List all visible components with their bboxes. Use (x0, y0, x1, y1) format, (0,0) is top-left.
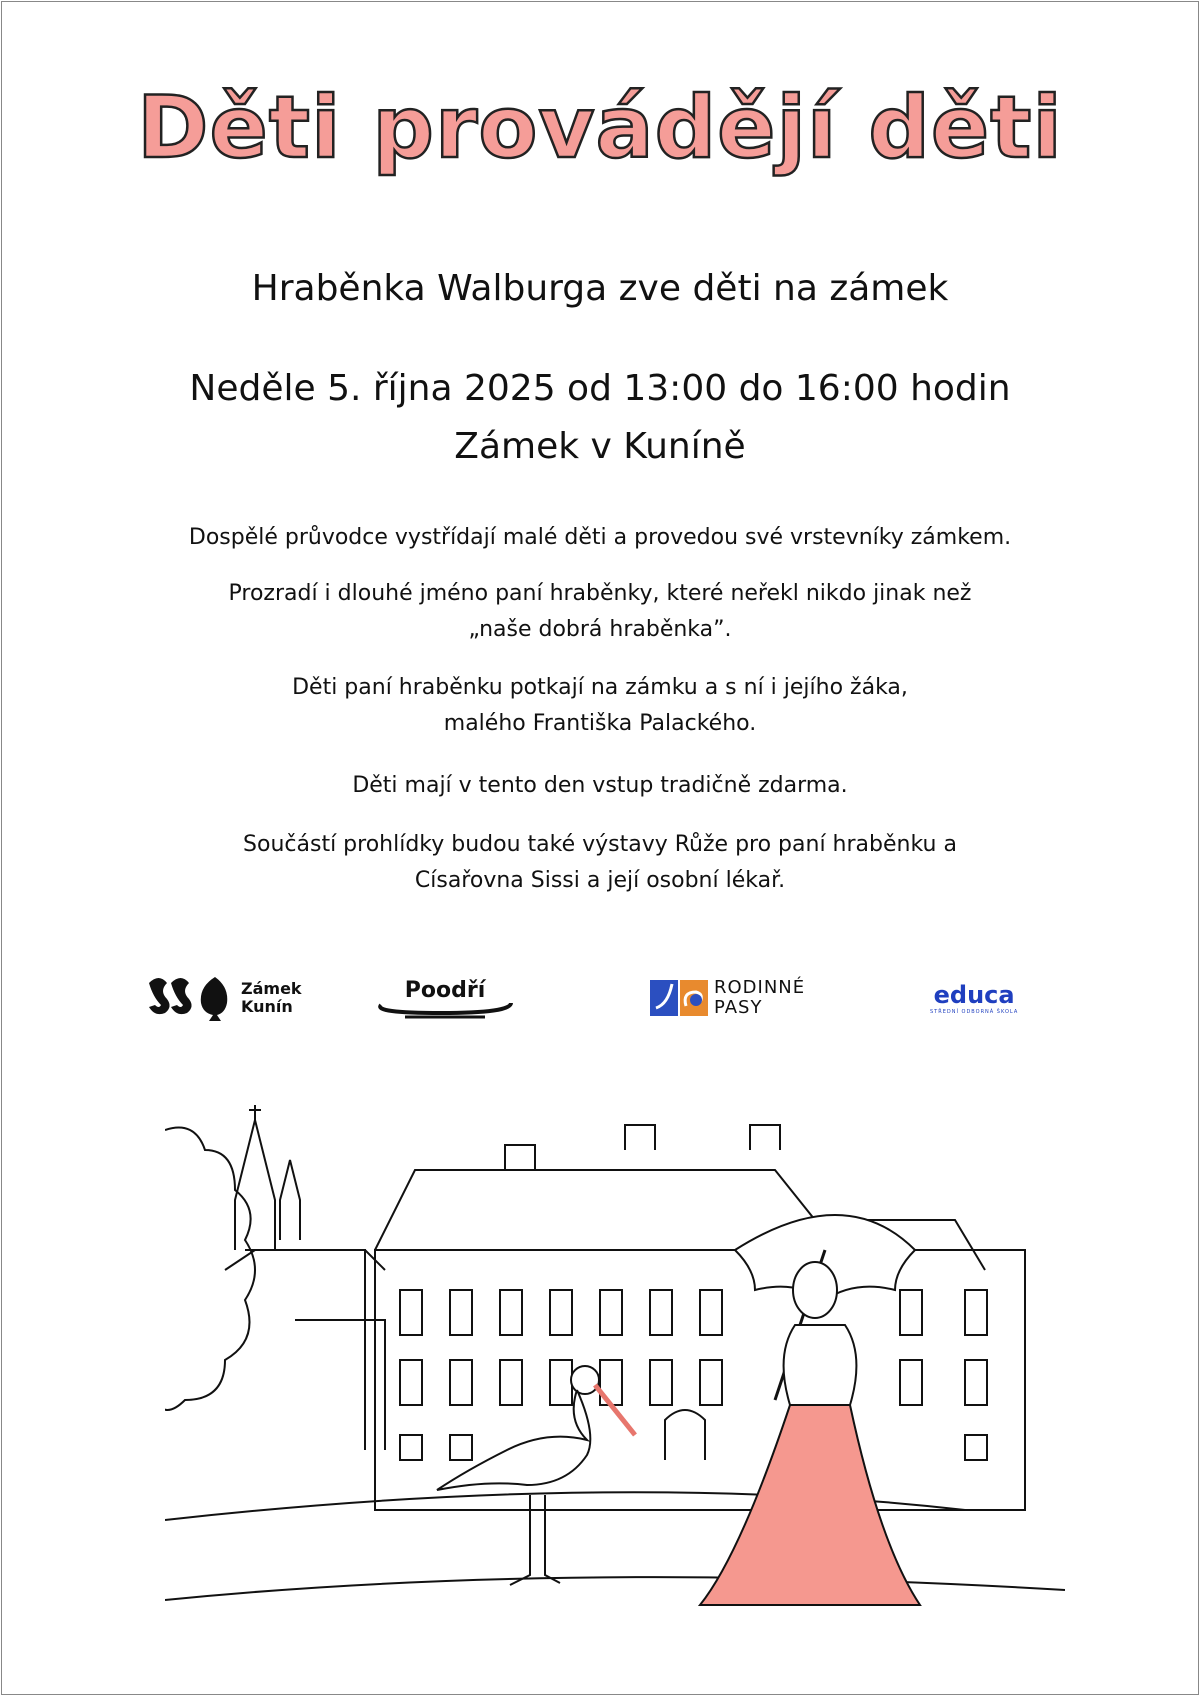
logo-text: Kunín (241, 997, 293, 1016)
logo-educa (930, 968, 1018, 1028)
logo-zamek-kunin (145, 968, 302, 1028)
paragraph-1 (0, 520, 1200, 556)
countess-figure-icon (700, 1215, 920, 1605)
stork-icon (437, 1366, 635, 1585)
paragraph-line: „naše dobrá hraběnka”. (468, 617, 732, 642)
paragraph-line: Součástí prohlídky budou také výstavy Růže pro paní hraběnku a (243, 832, 957, 857)
logo-poodri (375, 968, 515, 1028)
logo-rodinne-pasy (650, 968, 805, 1028)
paragraph-4 (0, 768, 1200, 804)
paragraph-line: Děti paní hraběnku potkají na zámku a s ní i jejího žáka, (292, 675, 908, 700)
paragraph-line: malého Františka Palackého. (443, 711, 757, 736)
paragraph-3 (0, 670, 1200, 742)
logo-text: Poodří (404, 977, 486, 1003)
logo-tagline: STŘEDNÍ ODBORNÁ ŠKOLA (930, 1009, 1019, 1015)
rodinne-pasy-emblem-icon (650, 978, 708, 1018)
logo-text: PASY (714, 997, 763, 1018)
logo-text: RODINNÉ (714, 977, 806, 998)
castle-building-icon (375, 1125, 1025, 1510)
poster-title: Děti provádějí děti (137, 78, 1063, 178)
paragraph-line: Dospělé průvodce vystřídají malé děti a provedou své vrstevníky zámkem. (188, 525, 1012, 550)
ground-lines (165, 1492, 1065, 1600)
paragraph-5 (0, 827, 1200, 899)
poster-subtitle: Hraběnka Walburga zve děti na zámek (251, 268, 949, 309)
side-building-icon (225, 1250, 385, 1450)
paragraph-line: Prozradí i dlouhé jméno paní hraběnky, které neřekl nikdo jinak než (228, 581, 972, 606)
tree-icon (165, 1128, 255, 1411)
logo-text: educa (933, 981, 1015, 1009)
zamek-kunin-emblem-icon (145, 973, 235, 1023)
church-tower-icon (235, 1105, 300, 1250)
paragraph-line: Císařovna Sissi a její osobní lékař. (414, 868, 786, 893)
paragraph-line: Děti mají v tento den vstup tradičně zdarma. (352, 773, 848, 798)
event-date: Neděle 5. října 2025 od 13:00 do 16:00 hodin (189, 368, 1011, 409)
paragraph-2 (0, 576, 1200, 648)
logo-text: Zámek (241, 979, 302, 998)
event-location: Zámek v Kuníně (454, 426, 746, 467)
poodri-swoosh-icon (375, 997, 515, 1019)
castle-illustration (165, 1100, 1065, 1630)
